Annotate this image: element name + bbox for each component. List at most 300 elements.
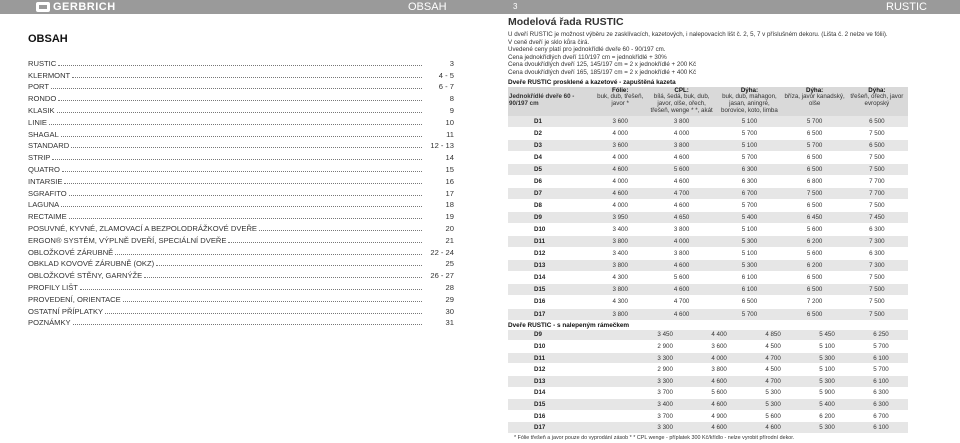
- toc-entry-page: 29: [445, 294, 454, 304]
- price-cell: 5 700: [783, 116, 845, 128]
- price-cell: 3 300: [638, 422, 692, 434]
- price-cell: 3 700: [638, 387, 692, 399]
- price-cell: 7 500: [846, 272, 908, 284]
- table-row: [508, 422, 908, 434]
- price-cell: 3 300: [638, 352, 692, 364]
- table-row: [508, 399, 908, 411]
- price-cell: 4 650: [648, 212, 716, 224]
- price-cell: 5 600: [648, 163, 716, 175]
- door-code: D10: [508, 224, 593, 236]
- price-cell: 6 200: [800, 410, 854, 422]
- table-row: [508, 200, 908, 212]
- price-cell: 7 500: [846, 151, 908, 163]
- table-row: [508, 364, 908, 376]
- toc-entry[interactable]: [28, 209, 454, 221]
- toc-leader: [58, 100, 422, 101]
- toc-leader: [61, 206, 422, 207]
- section2-title: Dveře RUSTIC - s nalepeným rámečkem: [508, 321, 630, 329]
- price-table-1: [508, 87, 908, 321]
- intro-line: U dveří RUSTIC je možnost výběru ze zasklívacích, kazetových, i nalepovacích lišt č. 2, 5, 7 v příslušném dekoru. (Lišta č. 2 nelze ve fólii).: [508, 31, 888, 38]
- price-cell: 7 500: [846, 308, 908, 320]
- door-code: D15: [508, 284, 593, 296]
- toc-entry[interactable]: [28, 80, 454, 92]
- toc-entry[interactable]: [28, 221, 454, 233]
- price-cell: 6 250: [854, 330, 908, 341]
- price-cell: 3 800: [648, 248, 716, 260]
- page-number: 3: [513, 2, 518, 11]
- toc-entry-name: ERGON® SYSTÉM, VÝPLNĚ DVEŘÍ, SPECIÁLNÍ DVEŘE: [28, 235, 227, 245]
- table-row: [508, 308, 908, 320]
- toc-entry-name: SGRAFITO: [28, 188, 67, 198]
- toc-entry-name: LAGUNA: [28, 200, 60, 210]
- price-cell: 3 450: [638, 330, 692, 341]
- intro-line: Uvedené ceny platí pro jednokřídlé dveře 60 - 90/197 cm.: [508, 46, 666, 54]
- price-cell: 6 500: [783, 200, 845, 212]
- price-cell: 6 300: [715, 175, 783, 187]
- toc-entry-page: 12 - 13: [430, 141, 454, 151]
- table-row: [508, 248, 908, 260]
- price-cell: 6 300: [854, 399, 908, 411]
- toc-entry[interactable]: [28, 245, 454, 257]
- toc-leader: [228, 242, 422, 243]
- price-cell: 6 500: [783, 127, 845, 139]
- door-code: D2: [508, 127, 593, 139]
- toc-entry-name: STANDARD: [28, 141, 70, 151]
- table-row: [508, 284, 908, 296]
- price-cell: 6 100: [854, 352, 908, 364]
- price-cell: 6 300: [715, 163, 783, 175]
- price-cell: 7 500: [846, 163, 908, 175]
- toc-entry-page: 6 - 7: [438, 82, 454, 92]
- door-code: D15: [508, 399, 638, 411]
- price-cell: 3 800: [648, 139, 716, 151]
- door-code: D9: [508, 330, 638, 341]
- intro-line: Cena dvoukřídlých dveří 165, 185/197 cm = 2 x jednokřídlé + 400 Kč: [508, 68, 697, 76]
- price-cell: 4 000: [692, 352, 746, 364]
- price-cell: 3 300: [638, 375, 692, 387]
- price-cell: 4 600: [648, 151, 716, 163]
- logo-icon: [36, 2, 50, 12]
- door-code: D11: [508, 352, 638, 364]
- toc-leader: [69, 195, 422, 196]
- toc-entry-page: 9: [449, 105, 454, 115]
- price-cell: 5 600: [783, 224, 845, 236]
- toc-leader: [156, 265, 422, 266]
- toc-entry-name: OBKLAD KOVOVÉ ZÁRUBNĚ (OKZ): [28, 259, 155, 269]
- head-col-5: Dýha: třešeň, ořech, javor evropský: [846, 87, 908, 116]
- price-cell: 3 400: [593, 224, 648, 236]
- table-row: [508, 139, 908, 151]
- toc-entry[interactable]: [28, 304, 454, 316]
- toc-entry[interactable]: [28, 115, 454, 127]
- price-cell: 5 300: [746, 387, 800, 399]
- toc-entry[interactable]: [28, 127, 454, 139]
- table-row: [508, 260, 908, 272]
- price-cell: 3 800: [593, 260, 648, 272]
- toc-entry-page: 25: [445, 259, 454, 269]
- price-cell: 5 300: [800, 422, 854, 434]
- toc-entry-page: 21: [445, 235, 454, 245]
- table-row: [508, 387, 908, 399]
- toc-entry-name: RONDO: [28, 94, 57, 104]
- toc-entry[interactable]: [28, 56, 454, 68]
- price-cell: 5 300: [715, 260, 783, 272]
- price-cell: 6 300: [854, 387, 908, 399]
- toc-entry-page: 17: [445, 188, 454, 198]
- price-cell: 4 300: [593, 272, 648, 284]
- toc-leader: [52, 159, 422, 160]
- toc-entry-name: POZNÁMKY: [28, 318, 71, 328]
- price-cell: 4 000: [593, 151, 648, 163]
- section1-title: Dveře RUSTIC prosklené a kazetové - zapuštěná kazeta: [508, 78, 676, 86]
- toc-entry-name: RECTAIME: [28, 212, 67, 222]
- price-cell: 5 300: [800, 375, 854, 387]
- toc-entry[interactable]: [28, 103, 454, 115]
- price-cell: 4 700: [746, 352, 800, 364]
- price-cell: 5 700: [854, 341, 908, 353]
- price-cell: 6 500: [715, 296, 783, 308]
- price-cell: 4 600: [692, 422, 746, 434]
- price-cell: 7 200: [783, 296, 845, 308]
- price-cell: 3 800: [648, 116, 716, 128]
- toc-leader: [71, 147, 422, 148]
- price-cell: 6 800: [783, 175, 845, 187]
- toc-leader: [61, 136, 422, 137]
- door-code: D8: [508, 200, 593, 212]
- gerbrich-logo: [36, 1, 116, 13]
- price-cell: 6 500: [783, 151, 845, 163]
- toc-entry-page: 19: [445, 212, 454, 222]
- toc-entry-name: RUSTIC: [28, 58, 57, 68]
- toc-leader: [64, 183, 422, 184]
- price-cell: 3 800: [692, 364, 746, 376]
- toc-entry-name: OBLOŽKOVÉ ZÁRUBNĚ: [28, 247, 114, 257]
- price-cell: 5 700: [715, 200, 783, 212]
- toc-entry-name: INTARSIE: [28, 176, 63, 186]
- price-cell: 5 100: [715, 248, 783, 260]
- table-row: [508, 127, 908, 139]
- door-code: D13: [508, 375, 638, 387]
- toc-leader: [49, 124, 422, 125]
- toc-leader: [105, 313, 422, 314]
- toc-entry-name: STRIP: [28, 153, 51, 163]
- toc-entry-name: PROFILY LIŠT: [28, 282, 78, 292]
- toc-entry[interactable]: [28, 91, 454, 103]
- price-cell: 3 400: [638, 399, 692, 411]
- price-cell: 5 700: [854, 364, 908, 376]
- toc-entry-page: 30: [445, 306, 454, 316]
- door-code: D16: [508, 410, 638, 422]
- toc-entry-page: 14: [445, 153, 454, 163]
- toc-entry[interactable]: [28, 198, 454, 210]
- price-cell: 4 000: [593, 175, 648, 187]
- toc-entry-name: LINIE: [28, 117, 47, 127]
- toc-entry[interactable]: [28, 186, 454, 198]
- price-cell: 4 600: [746, 422, 800, 434]
- toc-entry[interactable]: [28, 139, 454, 151]
- price-cell: 4 600: [648, 200, 716, 212]
- price-cell: 5 100: [715, 224, 783, 236]
- toc-entry-page: 3: [449, 58, 454, 68]
- price-cell: 7 700: [846, 175, 908, 187]
- toc-entry-page: 10: [445, 117, 454, 127]
- price-cell: 5 300: [800, 352, 854, 364]
- table-row: [508, 163, 908, 175]
- price-cell: 3 700: [638, 410, 692, 422]
- table-row: [508, 188, 908, 200]
- toc-leader: [51, 88, 422, 89]
- table-head-label: Jednokřídlé dveře 60 - 90/197 cm: [508, 87, 593, 116]
- table-row: [508, 224, 908, 236]
- table-row: [508, 151, 908, 163]
- price-cell: 2 900: [638, 364, 692, 376]
- left-header-title: OBSAH: [408, 1, 447, 13]
- intro-text: [508, 31, 948, 77]
- door-code: D17: [508, 422, 638, 434]
- price-cell: 4 000: [648, 236, 716, 248]
- price-cell: 5 700: [783, 139, 845, 151]
- price-cell: 7 700: [846, 188, 908, 200]
- price-cell: 5 600: [648, 272, 716, 284]
- toc-leader: [58, 65, 422, 66]
- head-col-1: Fólie: buk, dub, třešeň, javor *: [593, 87, 648, 116]
- price-cell: 7 500: [783, 188, 845, 200]
- price-cell: 3 800: [648, 224, 716, 236]
- table-row: [508, 116, 908, 128]
- table-row: [508, 272, 908, 284]
- toc-entry[interactable]: [28, 316, 454, 328]
- door-code: D4: [508, 151, 593, 163]
- toc-leader: [69, 218, 422, 219]
- price-cell: 4 000: [593, 127, 648, 139]
- toc-entry[interactable]: [28, 162, 454, 174]
- door-code: D1: [508, 116, 593, 128]
- price-cell: 6 500: [783, 272, 845, 284]
- price-cell: 6 300: [846, 248, 908, 260]
- table-row: [508, 175, 908, 187]
- price-cell: 7 500: [846, 127, 908, 139]
- price-cell: 4 000: [593, 200, 648, 212]
- price-cell: 4 600: [648, 175, 716, 187]
- toc-entry-page: 8: [449, 94, 454, 104]
- toc-leader: [115, 254, 422, 255]
- price-cell: 6 100: [854, 375, 908, 387]
- door-code: D9: [508, 212, 593, 224]
- toc-entry[interactable]: [28, 68, 454, 80]
- toc-entry[interactable]: [28, 280, 454, 292]
- door-code: D6: [508, 175, 593, 187]
- toc-leader: [72, 77, 422, 78]
- price-cell: 6 700: [715, 188, 783, 200]
- price-cell: 7 300: [846, 236, 908, 248]
- price-cell: 3 600: [593, 139, 648, 151]
- toc-entry[interactable]: [28, 233, 454, 245]
- toc-entry-name: PORT: [28, 82, 49, 92]
- door-code: D7: [508, 188, 593, 200]
- price-cell: 4 600: [648, 284, 716, 296]
- price-cell: 5 900: [800, 387, 854, 399]
- toc-leader: [73, 324, 422, 325]
- door-code: D3: [508, 139, 593, 151]
- brand-name: GERBRICH: [53, 1, 116, 13]
- toc-entry-name: SHAGAL: [28, 129, 59, 139]
- rustic-section: [508, 16, 948, 434]
- price-cell: 4 600: [593, 163, 648, 175]
- price-cell: 4 900: [692, 410, 746, 422]
- price-cell: 6 200: [783, 260, 845, 272]
- table-row: [508, 352, 908, 364]
- price-cell: 6 300: [846, 224, 908, 236]
- price-cell: 5 600: [692, 387, 746, 399]
- price-cell: 5 600: [746, 410, 800, 422]
- price-cell: 5 100: [800, 364, 854, 376]
- price-cell: 4 300: [593, 296, 648, 308]
- toc-entry-page: 26 - 27: [430, 271, 454, 281]
- toc-entry-page: 4 - 5: [438, 70, 454, 80]
- price-cell: 7 500: [846, 296, 908, 308]
- price-cell: 6 500: [783, 163, 845, 175]
- price-cell: 6 100: [715, 272, 783, 284]
- head-col-3: Dýha: buk, dub, mahagon, jasan, aningré, borovice, koto, limba: [715, 87, 783, 116]
- price-cell: 6 500: [783, 308, 845, 320]
- price-cell: 5 400: [715, 212, 783, 224]
- price-cell: 5 100: [800, 341, 854, 353]
- price-cell: 4 600: [692, 399, 746, 411]
- door-code: D14: [508, 387, 638, 399]
- toc-entry-page: 31: [445, 318, 454, 328]
- price-cell: 2 900: [638, 341, 692, 353]
- door-code: D10: [508, 341, 638, 353]
- price-cell: 6 500: [846, 139, 908, 151]
- price-cell: 4 600: [648, 260, 716, 272]
- toc-entry-name: KLASIK: [28, 105, 55, 115]
- price-cell: 5 400: [800, 399, 854, 411]
- price-cell: 4 000: [648, 127, 716, 139]
- intro-line: V ceně dveří je sklo kůra čirá.: [508, 38, 590, 46]
- price-cell: 5 700: [715, 151, 783, 163]
- intro-line: Cena jednokřídlých dveří 110/197 cm = jednokřídlé + 30%: [508, 53, 667, 61]
- price-cell: 7 500: [846, 200, 908, 212]
- price-cell: 3 950: [593, 212, 648, 224]
- price-cell: 6 700: [854, 410, 908, 422]
- toc-entry-page: 20: [445, 223, 454, 233]
- price-cell: 7 500: [846, 284, 908, 296]
- toc-entry[interactable]: [28, 268, 454, 280]
- door-code: D11: [508, 236, 593, 248]
- price-cell: 6 200: [783, 236, 845, 248]
- toc-entry[interactable]: [28, 292, 454, 304]
- toc-leader: [62, 171, 422, 172]
- price-cell: 6 450: [783, 212, 845, 224]
- footnote: * Fólie třešeň a javor pouze do vyprodání zásob * * CPL wenge - příplatek 300 Kč/křídlo - nelze vyrobit přírodní dekor.: [514, 435, 795, 441]
- table-row: [508, 375, 908, 387]
- price-cell: 5 450: [800, 330, 854, 341]
- price-cell: 4 500: [746, 364, 800, 376]
- price-cell: 4 700: [648, 296, 716, 308]
- price-cell: 4 600: [593, 188, 648, 200]
- table-row: [508, 296, 908, 308]
- toc-leader: [80, 289, 422, 290]
- price-cell: 5 700: [715, 308, 783, 320]
- price-table-2: [508, 330, 908, 434]
- price-cell: 5 300: [746, 399, 800, 411]
- toc-entry-page: 22 - 24: [430, 247, 454, 257]
- price-cell: 6 500: [783, 284, 845, 296]
- price-cell: 5 700: [715, 127, 783, 139]
- door-code: D5: [508, 163, 593, 175]
- price-cell: 3 400: [593, 248, 648, 260]
- head-col-2: CPL: bílá, šedá, buk, dub, javor, olše, ořech, třešeň, wenge * *, akát: [648, 87, 716, 116]
- price-cell: 4 850: [746, 330, 800, 341]
- door-code: D14: [508, 272, 593, 284]
- price-cell: 3 600: [692, 341, 746, 353]
- price-cell: 5 100: [715, 139, 783, 151]
- toc-entry[interactable]: [28, 257, 454, 269]
- door-code: D12: [508, 248, 593, 260]
- door-code: D16: [508, 296, 593, 308]
- price-cell: 6 500: [846, 116, 908, 128]
- toc-entry-name: QUATRO: [28, 164, 60, 174]
- table-of-contents: [28, 56, 454, 327]
- toc-entry-page: 15: [445, 164, 454, 174]
- intro-line: Cena dvoukřídlých dveří 125, 145/197 cm = 2 x jednokřídlé + 200 Kč: [508, 61, 697, 69]
- price-cell: 4 700: [648, 188, 716, 200]
- price-cell: 3 800: [593, 308, 648, 320]
- price-cell: 5 300: [715, 236, 783, 248]
- table-row: [508, 236, 908, 248]
- price-cell: 4 500: [746, 341, 800, 353]
- toc-leader: [57, 112, 422, 113]
- price-cell: 7 450: [846, 212, 908, 224]
- price-cell: 3 800: [593, 284, 648, 296]
- price-cell: 6 100: [715, 284, 783, 296]
- price-cell: 4 600: [648, 308, 716, 320]
- toc-entry-page: 28: [445, 282, 454, 292]
- price-cell: 3 800: [593, 236, 648, 248]
- table-row: [508, 212, 908, 224]
- toc-entry[interactable]: [28, 150, 454, 162]
- toc-entry-name: KLERMONT: [28, 70, 71, 80]
- price-cell: 3 600: [593, 116, 648, 128]
- price-cell: 4 700: [746, 375, 800, 387]
- door-code: D17: [508, 308, 593, 320]
- table-header-row: [508, 87, 908, 116]
- table-row: [508, 330, 908, 341]
- door-code: D12: [508, 364, 638, 376]
- right-header-title: RUSTIC: [886, 1, 927, 13]
- toc-entry-name: PROVEDENÍ, ORIENTACE: [28, 294, 121, 304]
- price-cell: 7 300: [846, 260, 908, 272]
- toc-leader: [123, 301, 422, 302]
- toc-entry-page: 11: [446, 129, 454, 139]
- toc-leader: [144, 277, 422, 278]
- toc-title: OBSAH: [28, 33, 68, 45]
- table-row: [508, 410, 908, 422]
- toc-entry-name: OBLOŽKOVÉ STĚNY, GARNÝŽE: [28, 271, 143, 281]
- toc-entry[interactable]: [28, 174, 454, 186]
- section-title: Modelová řada RUSTIC: [508, 16, 624, 28]
- toc-leader: [259, 230, 422, 231]
- toc-entry-page: 16: [445, 176, 454, 186]
- door-code: D13: [508, 260, 593, 272]
- toc-entry-page: 18: [445, 200, 454, 210]
- head-col-4: Dýha: bříza, javor kanadský, olše: [783, 87, 845, 116]
- table-row: [508, 341, 908, 353]
- price-cell: 4 400: [692, 330, 746, 341]
- toc-entry-name: POSUVNÉ, KYVNÉ, ZLAMOVACÍ A BEZPOLODRÁŽKOVÉ DVEŘE: [28, 223, 257, 233]
- price-cell: 6 100: [854, 422, 908, 434]
- toc-entry-name: OSTATNÍ PŘÍPLATKY: [28, 306, 104, 316]
